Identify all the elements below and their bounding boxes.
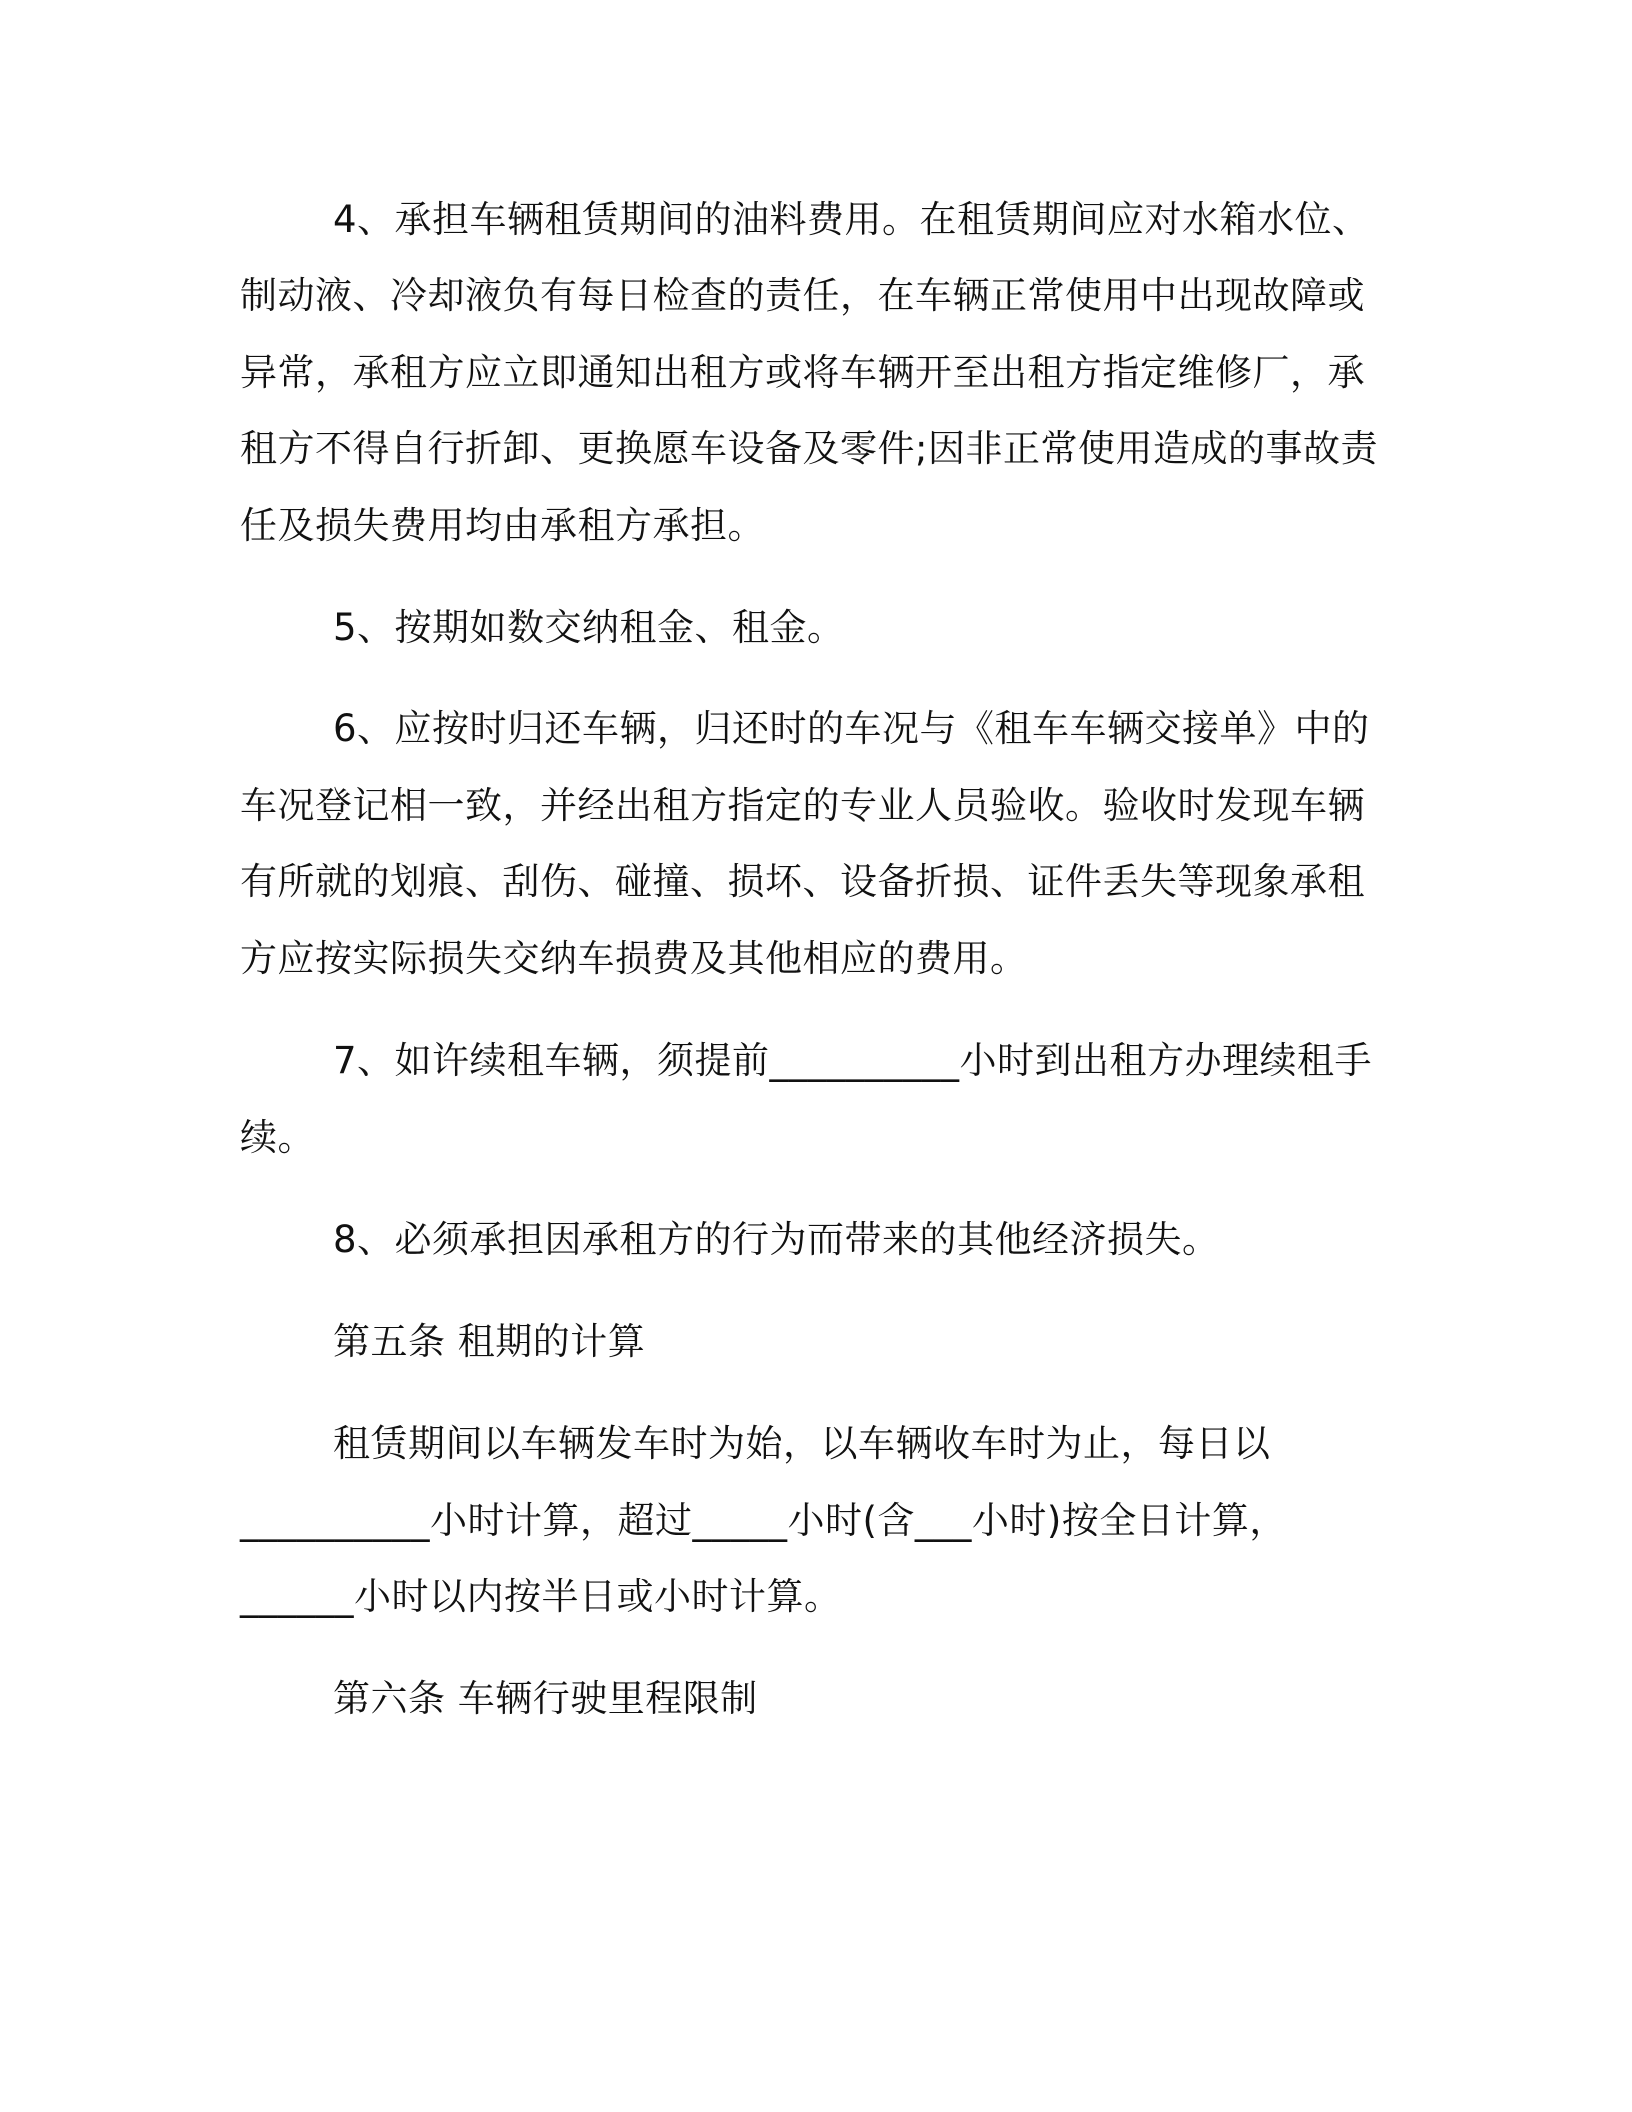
paragraph-6-line-1: 6、应按时归还车辆，归还时的车况与《租车车辆交接单》中的 — [333, 707, 1370, 750]
article-5-body-line-2: __________小时计算，超过_____小时(含___小时)按全日计算， — [240, 1499, 1287, 1542]
paragraph-7-line-1: 7、如许续租车辆，须提前__________小时到出租方办理续租手 — [333, 1039, 1373, 1082]
paragraph-4-line-4: 租方不得自行折卸、更换愿车设备及零件;因非正常使用造成的事故责 — [240, 427, 1378, 470]
article-6-heading: 第六条 车辆行驶里程限制 — [333, 1677, 758, 1720]
article-5-body-line-3: ______小时以内按半日或小时计算。 — [240, 1575, 842, 1618]
paragraph-4-line-3: 异常，承租方应立即通知出租方或将车辆开至出租方指定维修厂，承 — [240, 351, 1365, 394]
paragraph-4-line-2: 制动液、冷却液负有每日检查的责任，在车辆正常使用中出现故障或 — [240, 274, 1365, 317]
paragraph-5-line-1: 5、按期如数交纳租金、租金。 — [333, 606, 845, 649]
paragraph-6-line-4: 方应按实际损失交纳车损费及其他相应的费用。 — [240, 937, 1028, 980]
article-5-body-line-1: 租赁期间以车辆发车时为始，以车辆收车时为止，每日以 — [333, 1422, 1271, 1465]
paragraph-4-line-1: 4、承担车辆租赁期间的油料费用。在租赁期间应对水箱水位、 — [333, 198, 1370, 241]
paragraph-8-line-1: 8、必须承担因承租方的行为而带来的其他经济损失。 — [333, 1218, 1220, 1261]
paragraph-6-line-3: 有所就的划痕、刮伤、碰撞、损坏、设备折损、证件丢失等现象承租 — [240, 860, 1365, 903]
paragraph-6-line-2: 车况登记相一致，并经出租方指定的专业人员验收。验收时发现车辆 — [240, 784, 1365, 827]
paragraph-7-line-2: 续。 — [240, 1116, 315, 1159]
paragraph-4-line-5: 任及损失费用均由承租方承担。 — [240, 504, 765, 547]
article-5-heading: 第五条 租期的计算 — [333, 1320, 646, 1363]
